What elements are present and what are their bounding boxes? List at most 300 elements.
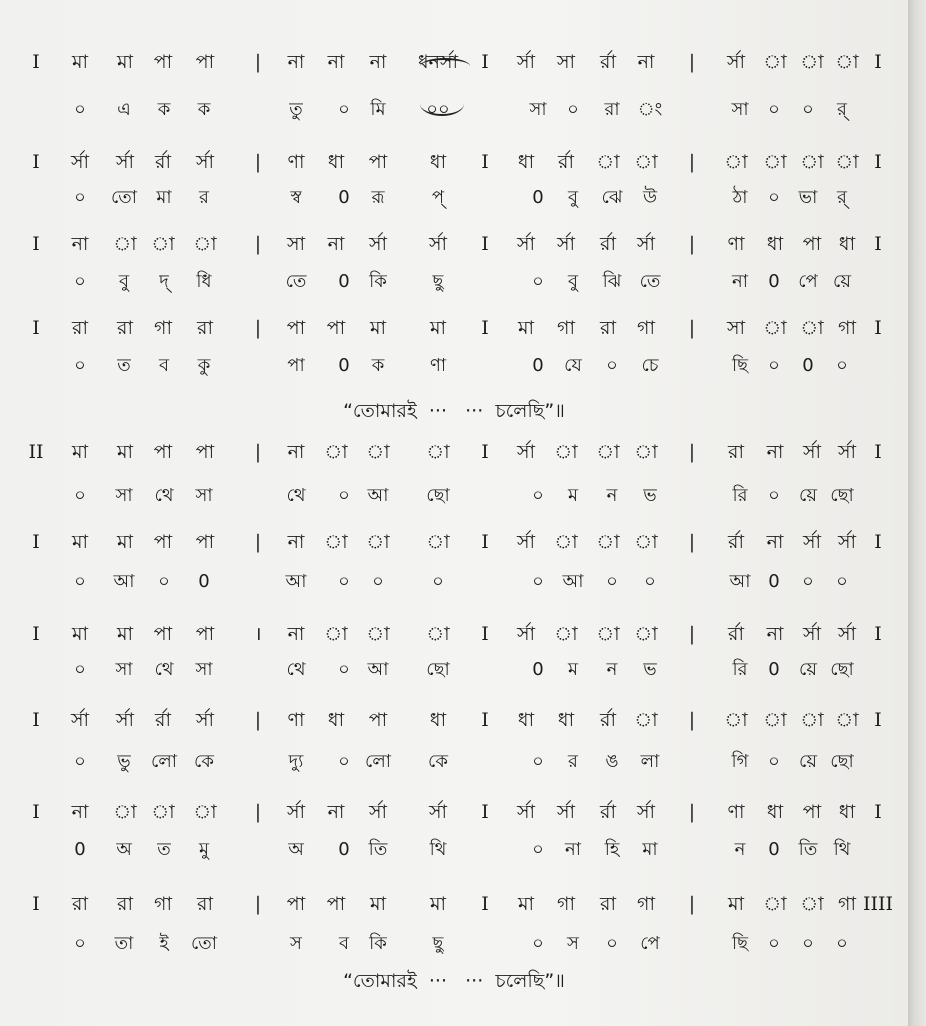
note-token: পা — [153, 51, 173, 73]
note-token: | — [254, 317, 262, 339]
note-token: I — [874, 531, 882, 553]
note-token: মা — [71, 441, 89, 463]
lyric-syllable: কু — [197, 355, 211, 376]
lyric-syllable: ০ — [768, 99, 780, 120]
note-token: I — [481, 893, 489, 915]
lyric-syllable: ছো — [830, 659, 854, 680]
note-token: রা — [600, 893, 616, 915]
lyric-syllable: ০ — [606, 933, 618, 954]
lyric-row — [0, 746, 908, 778]
note-token: | — [688, 51, 696, 73]
note-token: I — [481, 709, 489, 731]
note-token: া — [426, 531, 450, 553]
lyric-syllable: উ — [642, 187, 658, 208]
note-token: র্সা — [726, 51, 746, 73]
note-token: মা — [71, 51, 89, 73]
note-token: া — [113, 233, 137, 255]
note-token: া — [763, 317, 787, 339]
note-token: া — [800, 317, 824, 339]
lyric-syllable: ছু — [432, 271, 444, 292]
lyric-syllable: 0 — [768, 271, 780, 292]
note-token: | — [688, 531, 696, 553]
lyric-syllable: ক — [371, 355, 385, 376]
lyric-syllable: ঝে — [601, 187, 623, 208]
lyric-syllable: 0 — [532, 187, 544, 208]
note-token: া — [763, 709, 787, 731]
lyric-syllable: চে — [641, 355, 659, 376]
lyric-syllable: 0 — [338, 839, 350, 860]
note-token: র্সা — [115, 709, 135, 731]
note-token: া — [763, 51, 787, 73]
lyric-syllable: ০ — [802, 571, 814, 592]
lyric-syllable: বু — [567, 187, 579, 208]
note-token: মা — [517, 317, 535, 339]
note-token: | — [688, 709, 696, 731]
lyric-row — [0, 654, 908, 686]
lyric-syllable: ০ — [644, 571, 656, 592]
lyric-syllable: ০ — [532, 485, 544, 506]
note-token: া — [724, 151, 748, 173]
lyric-syllable: ০ — [432, 571, 444, 592]
note-token: মা — [517, 893, 535, 915]
note-token: পা — [802, 233, 822, 255]
lyric-syllable: ণা — [429, 355, 447, 376]
note-token: সা — [286, 233, 306, 255]
note-token: পা — [368, 151, 388, 173]
note-token: সা — [556, 51, 576, 73]
lyric-syllable: ০ — [768, 933, 780, 954]
lyric-syllable: ০ — [567, 99, 579, 120]
notation-row — [0, 704, 908, 736]
lyric-syllable: ব — [158, 355, 170, 376]
note-token: গা — [557, 893, 575, 915]
note-token: া — [634, 441, 658, 463]
note-token: া — [800, 51, 824, 73]
note-token: | — [688, 151, 696, 173]
lyric-syllable: কে — [428, 751, 448, 772]
lyric-syllable: ০ — [372, 571, 384, 592]
lyric-syllable: ছি — [731, 933, 749, 954]
lyric-syllable: ০ — [768, 355, 780, 376]
note-token: র্সা — [516, 441, 536, 463]
lyric-syllable: আ — [367, 485, 389, 506]
note-token: র্সা — [195, 151, 215, 173]
note-token: ধা — [429, 709, 447, 731]
note-token: র্সা — [802, 441, 822, 463]
note-token: র্সা — [368, 233, 388, 255]
note-token: মা — [369, 317, 387, 339]
note-token: র্রা — [728, 623, 744, 645]
lyric-syllable: থে — [286, 659, 306, 680]
lyric-syllable: 0 — [802, 355, 814, 376]
note-token: পা — [195, 531, 215, 553]
note-token: া — [426, 623, 450, 645]
lyric-syllable: ০ — [532, 751, 544, 772]
note-token: ধা — [429, 151, 447, 173]
lyric-syllable: সা — [195, 485, 213, 506]
note-token: র্রা — [728, 531, 744, 553]
note-token: র্সা — [368, 801, 388, 823]
note-token: পা — [286, 893, 306, 915]
lyric-syllable: র — [568, 751, 578, 772]
note-token: ধা — [557, 709, 575, 731]
lyric-row — [0, 566, 908, 598]
lyric-syllable: আ — [562, 571, 584, 592]
lyric-syllable: ছো — [426, 485, 450, 506]
lyric-syllable: রি — [732, 485, 748, 506]
note-token: া — [596, 623, 620, 645]
notation-row — [0, 146, 908, 178]
lyric-syllable: ০ — [836, 571, 848, 592]
note-token: ণা — [727, 801, 745, 823]
notation-row — [0, 796, 908, 828]
note-token: I — [481, 623, 489, 645]
lyric-syllable: রূ — [371, 187, 385, 208]
note-token: র্রা — [155, 151, 171, 173]
note-token: া — [763, 893, 787, 915]
notation-row — [0, 526, 908, 558]
note-token: | — [688, 801, 696, 823]
note-token: না — [287, 623, 305, 645]
note-token: না — [287, 531, 305, 553]
note-token: না — [287, 51, 305, 73]
notation-row — [0, 618, 908, 650]
lyric-syllable: তে — [639, 271, 661, 292]
note-token: পা — [153, 441, 173, 463]
lyric-row — [0, 266, 908, 298]
lyric-syllable: স — [290, 933, 302, 954]
lyric-syllable: তা — [114, 933, 134, 954]
note-token: রা — [197, 893, 213, 915]
note-token: I — [32, 151, 40, 173]
note-token: ধা — [327, 151, 345, 173]
note-token: রা — [197, 317, 213, 339]
lyric-syllable: ০ — [74, 485, 86, 506]
note-token: না — [327, 233, 345, 255]
lyric-syllable: ভ — [643, 659, 657, 680]
note-token: I — [32, 709, 40, 731]
lyric-syllable: মা — [642, 839, 658, 860]
note-token: ধা — [517, 151, 535, 173]
note-token: । — [254, 623, 262, 645]
note-token: মা — [727, 893, 745, 915]
lyric-syllable: হি — [604, 839, 620, 860]
note-token: া — [596, 441, 620, 463]
note-token: রা — [600, 317, 616, 339]
note-token: I — [481, 531, 489, 553]
lyric-syllable: ধি — [196, 271, 212, 292]
lyric-syllable: ০ — [802, 933, 814, 954]
note-token: ধা — [838, 233, 856, 255]
note-token: রা — [117, 893, 133, 915]
note-token: পা — [153, 531, 173, 553]
note-token: া — [426, 441, 450, 463]
note-token: া — [554, 531, 578, 553]
note-token: ধা — [766, 233, 784, 255]
lyric-syllable: ০ — [338, 751, 350, 772]
note-token: র্রা — [558, 151, 574, 173]
note-token: I — [32, 531, 40, 553]
note-token: I — [874, 51, 882, 73]
note-token: র্সা — [556, 801, 576, 823]
note-token: | — [254, 51, 262, 73]
lyric-syllable: লো — [365, 751, 391, 772]
lyric-syllable: ০ — [338, 659, 350, 680]
note-token: ধা — [838, 801, 856, 823]
lyric-syllable: ০ — [768, 751, 780, 772]
lyric-syllable: ০ — [606, 571, 618, 592]
lyric-syllable: আ — [729, 571, 751, 592]
lyric-syllable: পা — [287, 355, 305, 376]
lyric-syllable: র্ — [837, 187, 847, 208]
note-token: | — [254, 233, 262, 255]
lyric-syllable: তি — [798, 839, 818, 860]
note-token: া — [366, 531, 390, 553]
lyric-syllable: ই — [159, 933, 169, 954]
note-token: ণা — [727, 233, 745, 255]
note-token: া — [800, 893, 824, 915]
note-token: গা — [838, 317, 856, 339]
lyric-syllable: আ — [113, 571, 135, 592]
note-token: না — [71, 233, 89, 255]
note-token: | — [688, 441, 696, 463]
note-token: র্সা — [802, 531, 822, 553]
note-token: র্সা — [428, 233, 448, 255]
note-token: র্রা — [155, 709, 171, 731]
notation-row — [0, 436, 908, 468]
lyric-syllable: ঠা — [732, 187, 748, 208]
note-token: না — [369, 51, 387, 73]
lyric-syllable: তু — [289, 99, 303, 120]
lyric-syllable: থি — [833, 839, 851, 860]
note-token: I — [481, 51, 489, 73]
note-token: পা — [153, 623, 173, 645]
notation-row — [0, 228, 908, 260]
note-token: I — [32, 51, 40, 73]
note-token: মা — [116, 623, 134, 645]
note-token: II — [28, 441, 44, 463]
lyric-syllable: ক — [197, 99, 211, 120]
note-token: র্সা — [837, 531, 857, 553]
note-token: র্সা — [837, 623, 857, 645]
lyric-syllable: ০ — [338, 485, 350, 506]
note-token: রা — [117, 317, 133, 339]
note-token: া — [596, 151, 620, 173]
note-token: | — [688, 233, 696, 255]
note-token: গা — [557, 317, 575, 339]
note-token: ধনর্সা — [417, 51, 459, 73]
notation-row — [0, 888, 908, 920]
note-token: পা — [326, 893, 346, 915]
lyric-syllable: কি — [369, 933, 387, 954]
note-token: I — [874, 441, 882, 463]
lyric-syllable: অ — [288, 839, 304, 860]
lyric-syllable: 0 — [198, 571, 210, 592]
lyric-syllable: সা — [529, 99, 547, 120]
note-token: র্রা — [600, 51, 616, 73]
note-token: I — [874, 623, 882, 645]
lyric-syllable: য়ে — [833, 271, 851, 292]
lyric-syllable: আ — [367, 659, 389, 680]
lyric-syllable: অ — [116, 839, 132, 860]
lyric-syllable: 0 — [74, 839, 86, 860]
note-token: া — [835, 51, 859, 73]
lyric-syllable: র — [199, 187, 209, 208]
note-token: ণা — [287, 151, 305, 173]
lyric-syllable: ০ — [532, 571, 544, 592]
note-token: া — [366, 623, 390, 645]
lyric-syllable: ব — [338, 933, 350, 954]
lyric-syllable: আ — [285, 571, 307, 592]
note-token: গা — [637, 317, 655, 339]
note-token: র্সা — [195, 709, 215, 731]
lyric-row — [0, 480, 908, 512]
lyric-syllable: ০ — [158, 571, 170, 592]
note-token: র্রা — [600, 801, 616, 823]
note-token: পা — [195, 441, 215, 463]
lyric-syllable: তি — [368, 839, 388, 860]
note-token: া — [800, 709, 824, 731]
lyric-syllable: সা — [195, 659, 213, 680]
lyric-syllable: ০ — [836, 355, 848, 376]
note-token: গা — [637, 893, 655, 915]
lyric-syllable: ০ — [836, 933, 848, 954]
note-token: | — [688, 893, 696, 915]
lyric-syllable: ভ — [643, 485, 657, 506]
lyric-syllable: ঝি — [602, 271, 622, 292]
lyric-syllable: য়ে — [799, 659, 817, 680]
lyric-syllable: ং — [637, 99, 663, 120]
note-token: I — [32, 623, 40, 645]
note-token: র্সা — [516, 233, 536, 255]
lyric-syllable: ০০ — [426, 99, 450, 120]
note-token: পা — [326, 317, 346, 339]
lyric-syllable: ছো — [830, 751, 854, 772]
note-token: গা — [154, 893, 172, 915]
note-token: ধা — [517, 709, 535, 731]
lyric-syllable: ০ — [532, 839, 544, 860]
lyric-syllable: কি — [369, 271, 387, 292]
note-token: না — [327, 801, 345, 823]
note-token: রা — [728, 441, 744, 463]
note-token: I — [32, 801, 40, 823]
note-token: | — [254, 151, 262, 173]
note-token: র্সা — [286, 801, 306, 823]
note-token: া — [634, 531, 658, 553]
lyric-syllable: থে — [154, 485, 174, 506]
notation-row — [0, 312, 908, 344]
lyric-syllable: প্ — [431, 187, 445, 208]
lyric-syllable: থে — [286, 485, 306, 506]
note-token: া — [113, 801, 137, 823]
lyric-row — [0, 350, 908, 382]
lyric-syllable: 0 — [768, 659, 780, 680]
lyric-syllable: ত — [157, 839, 171, 860]
note-token: া — [724, 709, 748, 731]
lyric-row — [0, 182, 908, 214]
lyric-syllable: ঙ — [605, 751, 619, 772]
note-token: | — [254, 893, 262, 915]
note-token: না — [766, 441, 784, 463]
note-token: মা — [71, 623, 89, 645]
lyric-syllable: ০ — [74, 933, 86, 954]
note-token: না — [327, 51, 345, 73]
lyric-syllable: যে — [564, 355, 582, 376]
lyric-syllable: ০ — [338, 571, 350, 592]
lyric-syllable: দ্যু — [288, 751, 304, 772]
note-token: া — [634, 709, 658, 731]
lyric-row — [0, 928, 908, 960]
note-token: া — [193, 801, 217, 823]
note-token: মা — [116, 441, 134, 463]
page-edge — [908, 0, 926, 1026]
note-token: মা — [116, 51, 134, 73]
note-token: া — [324, 623, 348, 645]
note-token: র্রা — [600, 709, 616, 731]
note-token: র্সা — [516, 623, 536, 645]
note-token: | — [688, 623, 696, 645]
note-token: না — [637, 51, 655, 73]
note-token: পা — [802, 801, 822, 823]
lyric-syllable: ০ — [768, 187, 780, 208]
note-token: | — [254, 531, 262, 553]
lyric-syllable: ছো — [830, 485, 854, 506]
note-token: মা — [369, 893, 387, 915]
lyric-syllable: ছু — [432, 933, 444, 954]
lyric-syllable: ম — [568, 485, 578, 506]
note-token: I — [32, 317, 40, 339]
note-token: না — [287, 441, 305, 463]
lyric-syllable: ০ — [74, 571, 86, 592]
lyric-syllable: পে — [798, 271, 818, 292]
lyric-syllable: 0 — [768, 839, 780, 860]
note-token: I — [481, 801, 489, 823]
refrain-caption-2: “তোমারই ··· ··· চলেছি”॥ — [343, 970, 565, 992]
note-token: IIII — [862, 893, 894, 915]
lyric-syllable: তো — [110, 187, 138, 208]
lyric-syllable: স — [567, 933, 579, 954]
lyric-syllable: মু — [199, 839, 209, 860]
lyric-syllable: ০ — [532, 933, 544, 954]
note-token: র্সা — [636, 233, 656, 255]
lyric-syllable: লো — [151, 751, 177, 772]
note-token: র্সা — [70, 709, 90, 731]
lyric-syllable: ভু — [117, 751, 131, 772]
note-token: | — [254, 801, 262, 823]
lyric-syllable: 0 — [532, 659, 544, 680]
note-token: র্সা — [802, 623, 822, 645]
note-token: ধা — [766, 801, 784, 823]
lyric-syllable: না — [732, 271, 748, 292]
lyric-syllable: রি — [732, 659, 748, 680]
lyric-syllable: ০ — [74, 187, 86, 208]
lyric-syllable: 0 — [532, 355, 544, 376]
note-token: I — [481, 317, 489, 339]
lyric-syllable: থি — [429, 839, 447, 860]
lyric-syllable: তে — [285, 271, 307, 292]
lyric-syllable: ০ — [74, 99, 86, 120]
note-token: া — [800, 151, 824, 173]
lyric-syllable: কে — [194, 751, 214, 772]
note-token: র্সা — [516, 801, 536, 823]
note-token: পা — [195, 51, 215, 73]
lyric-syllable: য়ে — [799, 485, 817, 506]
note-token: র্সা — [428, 801, 448, 823]
lyric-syllable: ভা — [798, 187, 818, 208]
note-token: | — [254, 441, 262, 463]
note-token: া — [763, 151, 787, 173]
lyric-row — [0, 834, 908, 866]
